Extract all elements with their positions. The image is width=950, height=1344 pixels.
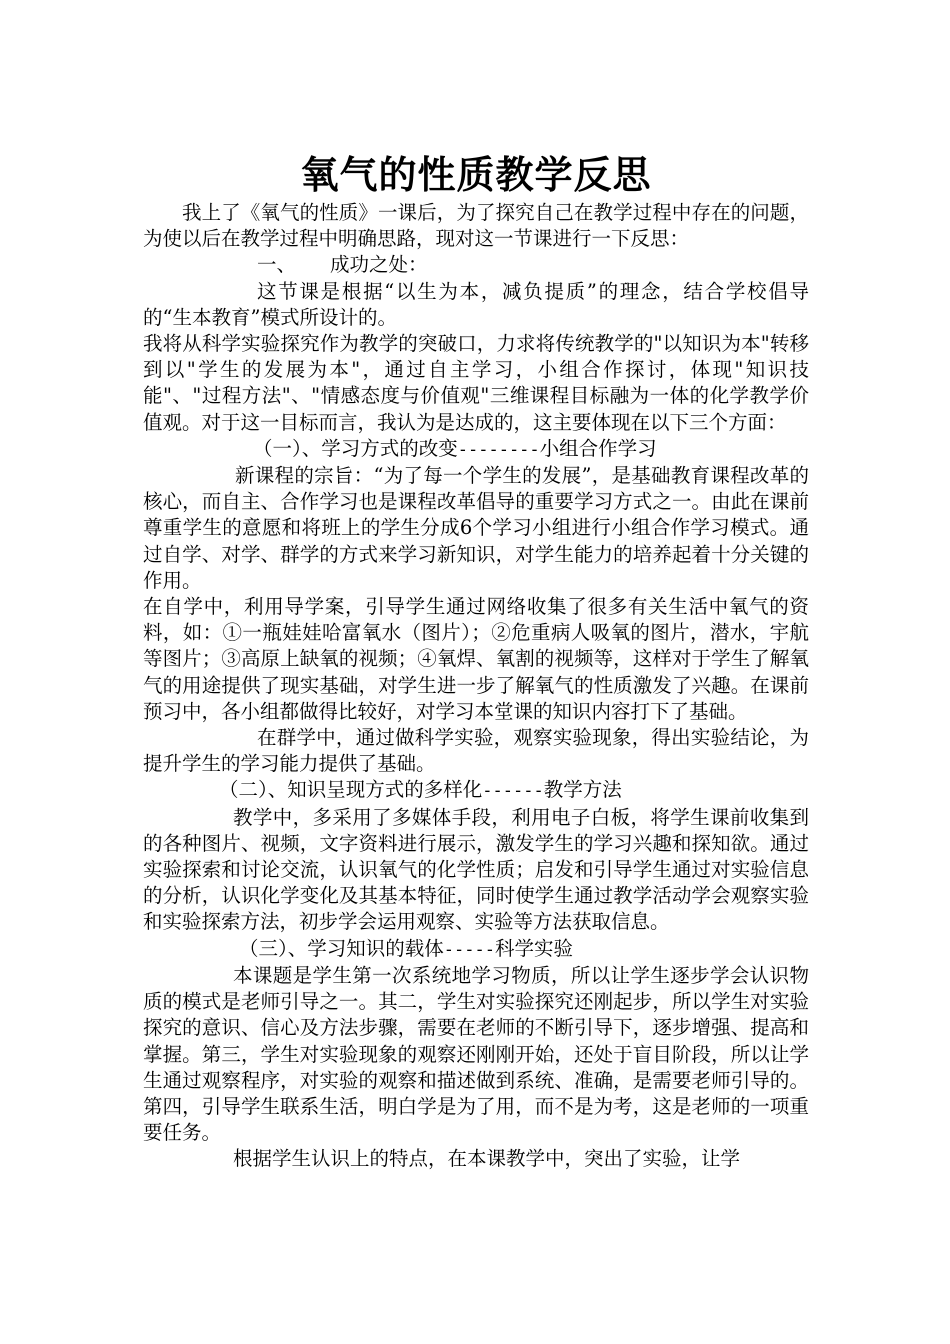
intro-paragraph: 我上了《氧气的性质》一课后，为了探究自己在教学过程中存在的问题，为使以后在教学过程中明确思路，现对这一节课进行一下反思： <box>143 201 809 251</box>
section-number: 一、 <box>257 253 297 277</box>
subsection-3-head: （三）、学习知识的载体 <box>239 936 444 960</box>
subsection-3-dashes: ----- <box>443 939 495 960</box>
closing-paragraph: 根据学生认识上的特点，在本课教学中，突出了实验，让学 <box>233 1147 741 1171</box>
subsection-heading-2 <box>143 777 809 804</box>
document-title: 氧气的性质教学反思 <box>300 153 652 197</box>
subsection-heading-1 <box>143 436 809 463</box>
subsection-1-paragraph-b: 在自学中，利用导学案，引导学生通过网络收集了很多有关生活中氧气的资料，如：①一瓶娃娃哈富氧水（图片）；②危重病人吸氧的图片，潜水，宇航等图片；③高原上缺氧的视频；④氧焊、氧割的视频等，这样对于学生了解氧气的用途提供了现实基础，对学生进一步了解氧气的性质激发了兴趣。在课前预习中，各小组都做得比较好，对学习本堂课的知识内容打下了基础。 <box>143 595 809 723</box>
document-page <box>143 150 809 1173</box>
subsection-3-paragraph: 本课题是学生第一次系统地学习物质，所以让学生逐步学会认识物质的模式是老师引导之一。其二，学生对实验探究还刚起步，所以学生对实验探究的意识、信心及方法步骤，需要在老师的不断引导下，逐步增强、提高和掌握。第三，学生对实验现象的观察还刚刚开始，还处于盲目阶段，所以让学生通过观察程序，对实验的观察和描述做到系统、准确，是需要老师引导的。第四，引导学生联系生活，明白学是为了用，而不是为考，这是老师的一项重要任务。 <box>143 963 809 1145</box>
subsection-1-paragraph-c: 在群学中，通过做科学实验，观察实验现象，得出实验结论，为提升学生的学习能力提供了基础。 <box>143 726 809 776</box>
subsection-2-dashes: ------ <box>482 781 544 802</box>
goal-paragraph: 我将从科学实验探究作为教学的突破口，力求将传统教学的"以知识为本"转移到以"学生的发展为本"，通过自主学习，小组合作探讨，体现"知识技能"、"过程方法"、"情感态度与价值观"三维课程目标融为一体的化学教学价值观。对于这一目标而言，我认为是达成的，这主要体现在以下三个方面： <box>143 332 809 434</box>
subsection-1-dashes: -------- <box>457 439 540 460</box>
subsection-1-head: （一）、学习方式的改变 <box>253 436 458 460</box>
subsection-1-paragraph-a: 新课程的宗旨：“为了每一个学生的发展”，是基础教育课程改革的核心，而自主、合作学习也是课程改革倡导的重要学习方式之一。由此在课前尊重学生的意愿和将班上的学生分成6个学习小组进行小组合作学习模式。通过自学、对学、群学的方式来学习新知识，对学生能力的培养起着十分关键的作用。 <box>143 464 809 592</box>
subsection-3-tail: 科学实验 <box>494 936 573 960</box>
subsection-2-head: （二）、知识呈现方式的多样化 <box>219 778 483 802</box>
section-heading-success <box>143 252 809 278</box>
subsection-2-paragraph: 教学中，多采用了多媒体手段，利用电子白板，将学生课前收集到的各种图片、视频，文字资料进行展示，激发学生的学习兴趣和探知欲。通过实验探索和讨论交流，认识氧气的化学性质；启发和引导学生通过对实验信息的分析，认识化学变化及其基本特征，同时使学生通过教学活动学会观察实验和实验探索方法，初步学会运用观察、实验等方法获取信息。 <box>143 805 809 934</box>
concept-paragraph: 这节课是根据“以生为本，减负提质”的理念，结合学校倡导的“生本教育”模式所设计的。 <box>143 279 809 329</box>
subsection-1-tail: 小组合作学习 <box>539 436 657 460</box>
subsection-heading-3 <box>143 936 809 963</box>
subsection-2-tail: 教学方法 <box>543 778 622 802</box>
section-label: 成功之处： <box>330 253 428 277</box>
